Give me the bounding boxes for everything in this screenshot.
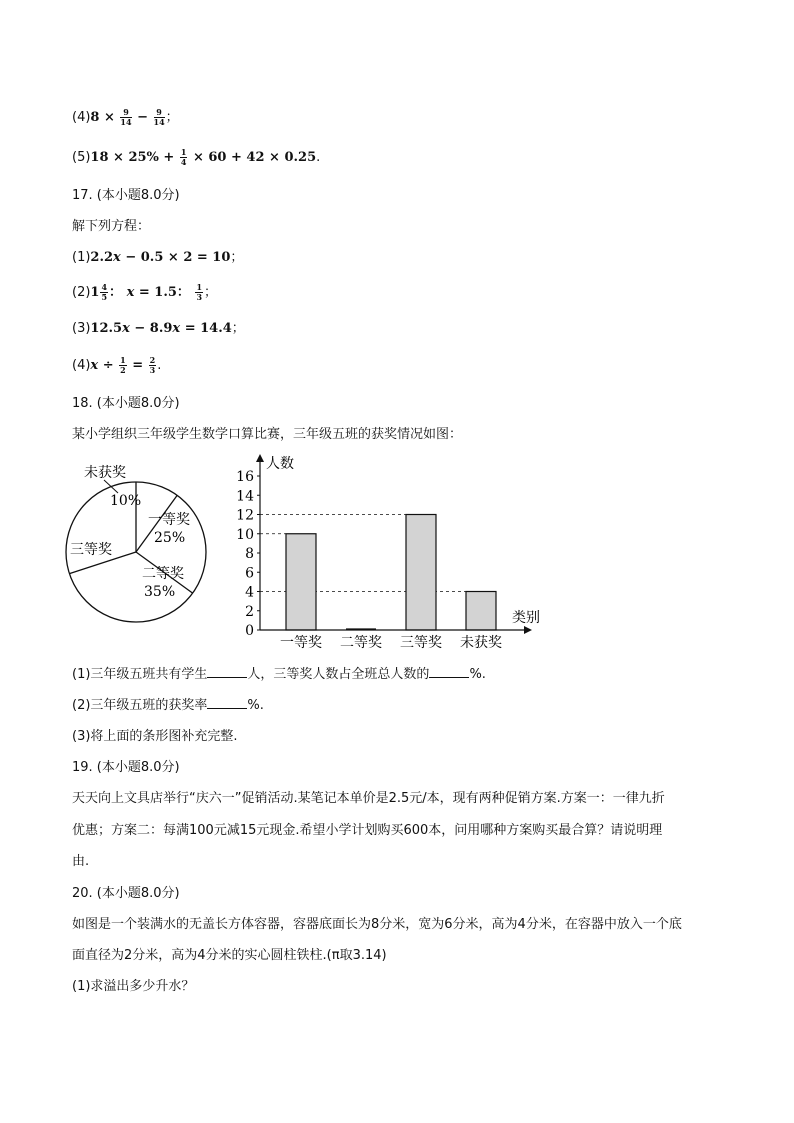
expr: 18 × 25% + — [90, 150, 179, 165]
x-axis-arrow — [524, 626, 532, 634]
pie-pct-yidengjiang: 25% — [154, 530, 186, 546]
fraction — [149, 356, 157, 375]
expr: ÷ — [98, 358, 119, 373]
frac-den: 14 — [120, 117, 132, 127]
frac-den: 2 — [120, 365, 126, 375]
frac-den: 3 — [196, 292, 203, 302]
x-labels — [280, 634, 502, 651]
frac-num: 1 — [180, 147, 187, 157]
fraction — [154, 108, 165, 127]
variable: x — [122, 321, 130, 336]
frac-num: 9 — [120, 108, 131, 118]
q17-title: 17. (本小题8.0分) — [72, 188, 180, 203]
q17-part4 — [72, 356, 161, 375]
q19-text-l1: 天天向上文具店举行“庆六一”促销活动.某笔记本单价是2.5元/本，现有两种促销方案.方案一：一律九折 — [72, 791, 665, 806]
part-label: (3) — [72, 321, 91, 336]
x-tick-label: 三等奖 — [400, 635, 442, 651]
frac-num: 9 — [154, 108, 165, 118]
expr: = 1.5： — [134, 285, 195, 300]
x-axis-label: 类别 — [512, 610, 540, 626]
text: 人，三等奖人数占全班总人数的 — [247, 667, 430, 682]
frac-num: 1 — [196, 282, 203, 292]
part-label: (2) — [72, 285, 91, 300]
q17-part1 — [72, 249, 243, 267]
y-tick-label: 2 — [245, 603, 254, 620]
pie-pct-erdengjiang: 35% — [144, 584, 176, 600]
bars — [286, 515, 496, 631]
y-tick-label: 4 — [245, 584, 254, 601]
expr: ： — [109, 285, 127, 300]
expr: 8 × — [90, 110, 120, 125]
y-axis-label: 人数 — [266, 456, 294, 472]
expr: − — [132, 110, 153, 125]
x-tick-label: 一等奖 — [280, 635, 322, 651]
punct: ； — [204, 285, 218, 300]
y-tick-label: 6 — [245, 565, 254, 582]
frac-num: 1 — [120, 355, 126, 365]
q18-sub3: (3)将上面的条形图补充完整. — [72, 729, 238, 744]
punct: ； — [230, 250, 244, 265]
y-tick-label: 0 — [245, 623, 254, 639]
q19-text-l3: 由. — [72, 854, 90, 869]
q16-part5 — [72, 148, 320, 167]
text: %. — [247, 698, 264, 713]
q20-text-l2: 面直径为2分米，高为4分米的实心圆柱铁柱.(π取3.14) — [72, 948, 387, 963]
variable: x — [90, 358, 99, 373]
punct: ； — [231, 321, 245, 336]
q18-title: 18. (本小题8.0分) — [72, 396, 180, 411]
q20-sub1: (1)求溢出多少升水？ — [72, 979, 195, 994]
fraction — [180, 148, 188, 167]
part-label: (5) — [72, 150, 91, 165]
expr: = 14.4 — [180, 321, 232, 336]
fraction — [120, 108, 131, 127]
bar-一等奖 — [286, 534, 316, 630]
punct: ； — [165, 110, 179, 125]
q19-title: 19. (本小题8.0分) — [72, 760, 180, 775]
punct: . — [316, 150, 321, 165]
text: (2)三年级五班的获奖率 — [72, 698, 208, 713]
answer-blank[interactable] — [429, 665, 469, 678]
frac-num: 2 — [149, 355, 156, 365]
x-tick-label: 未获奖 — [460, 635, 502, 651]
frac-num: 4 — [101, 282, 108, 292]
answer-blank[interactable] — [207, 665, 247, 678]
pie-label-yidengjiang: 一等奖 — [148, 512, 190, 528]
pie-leader-line — [104, 480, 118, 493]
variable: x — [126, 285, 135, 300]
expr: 1 — [90, 285, 100, 300]
y-tick-label: 14 — [236, 488, 254, 505]
q20-text-l1: 如图是一个装满水的无盖长方体容器，容器底面长为8分米，宽为6分米，高为4分米，在容器中放入一个底 — [72, 917, 682, 932]
pie-label-erdengjiang: 二等奖 — [142, 566, 184, 582]
expr: 12.5 — [90, 321, 123, 336]
text: (1)三年级五班共有学生 — [72, 667, 208, 682]
frac-den: 3 — [149, 365, 156, 375]
fraction — [119, 356, 127, 375]
q19-text-l2: 优惠；方案二：每满100元减15元现金.希望小学计划购买600本，问用哪种方案购买最合算？请说明理 — [72, 823, 663, 838]
part-label: (4) — [72, 358, 91, 373]
q18-sub2 — [72, 696, 264, 715]
expr: × 60 + 42 × 0.25 — [188, 150, 317, 165]
answer-blank[interactable] — [207, 696, 247, 709]
expr: 2.2 — [90, 250, 114, 265]
punct: . — [157, 358, 162, 373]
bar-未获奖 — [466, 592, 496, 631]
y-ticks — [236, 469, 260, 639]
frac-den: 14 — [153, 117, 165, 127]
x-tick-label: 二等奖 — [340, 635, 382, 651]
pie-chart — [64, 460, 224, 630]
y-axis-arrow — [256, 454, 264, 462]
part-label: (1) — [72, 250, 91, 265]
frac-den: 4 — [180, 157, 187, 167]
q17-part3 — [72, 320, 245, 338]
pie-pct-weihuojiang: 10% — [110, 493, 142, 509]
y-tick-label: 12 — [236, 507, 254, 524]
fraction — [195, 283, 203, 302]
y-tick-label: 10 — [236, 526, 254, 543]
q17-intro: 解下列方程： — [72, 219, 151, 234]
y-tick-label: 8 — [245, 546, 254, 562]
y-tick-label: 16 — [236, 469, 254, 485]
fraction — [100, 283, 108, 302]
q17-part2 — [72, 283, 217, 302]
expr: − 0.5 × 2 = 10 — [120, 250, 231, 265]
frac-den: 5 — [101, 292, 108, 302]
q18-sub1 — [72, 665, 486, 684]
bar-三等奖 — [406, 515, 436, 631]
expr: = — [127, 358, 148, 373]
q16-part4 — [72, 108, 179, 127]
bar-chart — [228, 452, 548, 652]
pie-label-weihuojiang: 未获奖 — [84, 465, 126, 481]
variable: x — [172, 321, 181, 336]
q18-intro: 某小学组织三年级学生数学口算比赛，三年级五班的获奖情况如图： — [72, 427, 463, 442]
q20-title: 20. (本小题8.0分) — [72, 886, 180, 901]
variable: x — [113, 250, 121, 265]
pie-label-sandengjiang: 三等奖 — [70, 542, 112, 558]
text: %. — [469, 667, 486, 682]
expr: − 8.9 — [129, 321, 173, 336]
part-label: (4) — [72, 110, 91, 125]
